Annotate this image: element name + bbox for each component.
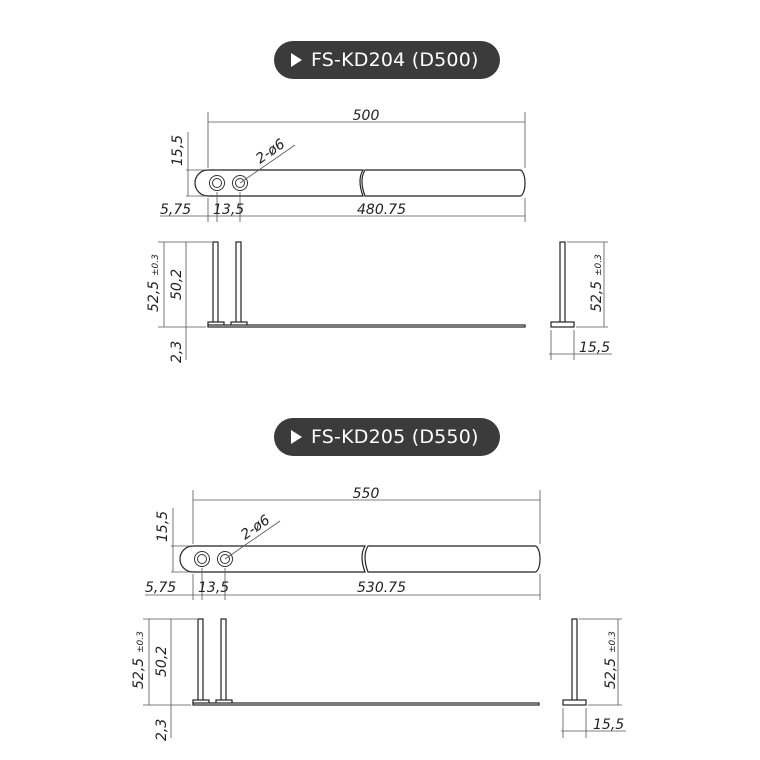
bar-side-view (193, 619, 586, 705)
dim-length: 500 (352, 108, 380, 124)
dim-height: 50,2 (169, 268, 185, 300)
dim-tolerance-right: ±0.3 (608, 631, 618, 653)
bar-side-view (208, 242, 574, 327)
drawing-fs-kd205 (131, 486, 626, 741)
dim-foot: 15,5 (593, 717, 625, 733)
dim-thickness: 2,3 (169, 340, 185, 363)
dim-holes: 2-ø6 (253, 136, 289, 168)
dim-height-tol: 52,5 (131, 657, 147, 689)
dim-holes: 2-ø6 (238, 512, 274, 544)
model-label-text: FS-KD204 (D500) (311, 49, 479, 71)
dim-pitch: 13,5 (198, 580, 230, 596)
dim-width: 15,5 (155, 510, 171, 542)
drawing-fs-kd204 (146, 108, 612, 363)
dim-pitch: 13,5 (213, 202, 245, 218)
dim-height: 50,2 (154, 645, 170, 677)
dim-rest: 480.75 (357, 202, 406, 218)
dim-width: 15,5 (170, 134, 186, 166)
dim-thickness: 2,3 (154, 718, 170, 741)
model-label-text: FS-KD205 (D550) (311, 426, 479, 448)
dim-foot: 15,5 (579, 340, 611, 356)
dim-edge: 5,75 (145, 580, 177, 596)
dim-height-tol-right: 52,5 (603, 657, 619, 689)
dim-tolerance: ±0.3 (136, 631, 146, 653)
dim-tolerance: ±0.3 (151, 254, 161, 276)
dim-edge: 5,75 (160, 202, 192, 218)
dim-height-tol-right: 52,5 (589, 280, 605, 312)
bar-top-view (195, 170, 525, 196)
dim-height-tol: 52,5 (146, 280, 162, 312)
bar-top-view (180, 546, 540, 572)
dim-length: 550 (352, 486, 380, 502)
dim-rest: 530.75 (357, 580, 406, 596)
dim-tolerance-right: ±0.3 (594, 254, 604, 276)
